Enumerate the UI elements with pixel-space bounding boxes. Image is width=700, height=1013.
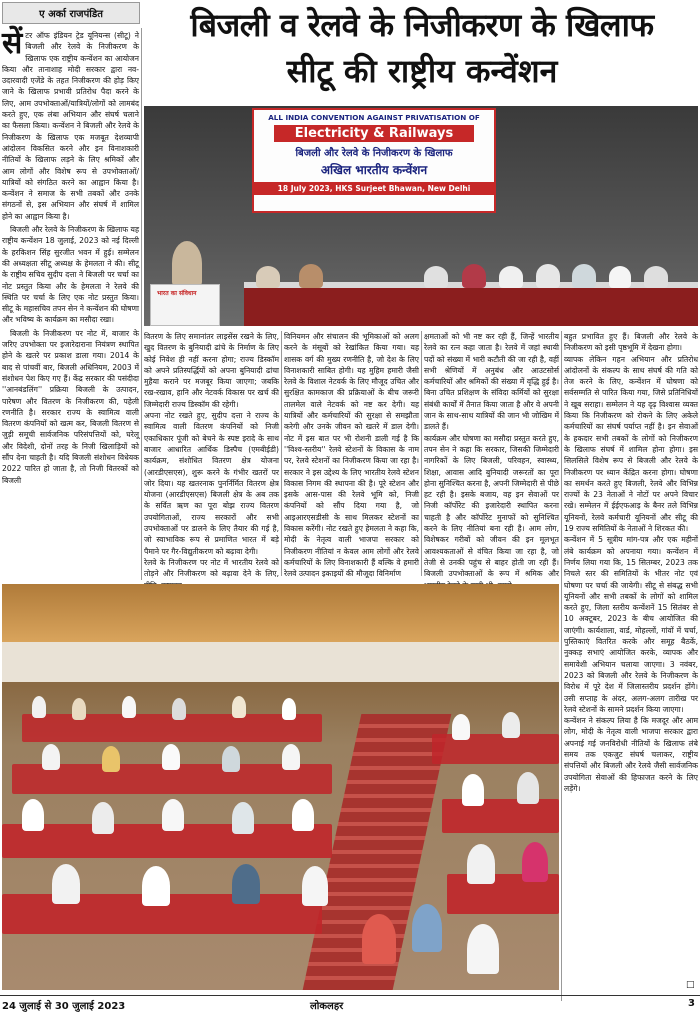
headline-line-1: बिजली व रेलवे के निजीकरण के खिलाफ — [190, 6, 654, 44]
author-byline: ए अर्का राजपंडित — [2, 2, 140, 24]
footer-publication: लोकलहर — [310, 1001, 344, 1012]
article-column-3: विनियमन और संचालन की भूमिकाओं को अलग करने के मंसूबों को रेखांकित किया गया। यह शासक वर्ग की मुख्य रणनीति है, जो देश के लिए विनाशकारी साबित होगी। यह मुहिम हमारी जैसी रेलवे के विशाल नेटवर्क के लिए मौजूद उचित और सुरक्षित कामकाज की प्रक्रियाओं के बीच जरूरी तालमेल वाले नेटवर्क को नष्ट कर देगी। यह यात्रियों और कर्मचारियों की सुरक्षा से समझौता करेगी और उनके जीवन को खतरे में डाल देगी। नोट में इस बात पर भी रोशनी डाली गई है कि ''विश्व-स्तरीय'' रेलवे स्टेशनों के विकास के नाम पर, रेलवे स्टेशनों का निजीकरण किया जा रहा है। सरकार ने इस उद्देश्य के लिए भारतीय रेलवे स्टेशन विकास निगम की स्थापना की है। पूरे स्टेशन और इसके आस-पास की रेलवे भूमि को, निजी कंपनियों को सौंप दिया गया है, जो आइआरएसडीसी के साथ मिलकर स्टेशनों का विकास करेंगी। नोट रखते हुए हेमलता ने कहा कि, मोदी के नेतृत्व वाली भाजपा सरकार को निजीकरण नीतियां न केवल आम लोगों और रेलवे कर्मचारियों के लिए विनाशकारी हैं बल्कि वे हमारी रेलवे उत्पादन इकाइयों की मौजूदा विनिर्माण — [284, 332, 419, 579]
end-mark: □ — [686, 980, 695, 990]
banner-line-2: Electricity & Railways — [274, 125, 474, 142]
banner-line-1: ALL INDIA CONVENTION AGAINST PRIVATISATION OF — [268, 113, 480, 122]
article-column-2: वितरण के लिए समानांतर लाइसेंस रखने के लिए, खुद वितरण के बुनियादी ढांचे के निर्माण के लिए कोई निवेश ही नहीं करना होगा; राज्य डिस्कॉम को अपने प्रतिस्पर्द्धियों को अपना बुनियादी ढांचा मुहैया कराने पर मजबूर किया जाएगा; जबकि रख-रखाव, हानि और नेटवर्क विकास पर खर्च की जिम्मेदारी राज्य डिस्कॉम की रहेगी। अपना नोट रखते हुए, सुदीप दत्ता ने राज्य के स्वामित्व वाली वितरण कंपनियों को निजी एकाधिकार पूंजी को बेचने के स्पष्ट इरादे के साथ बाजार आधारित आर्थिक डिस्पैच (एमबीईडी) कार्यक्रम, संशोधित वितरण क्षेत्र योजना (आरडीएसएस), शुरू करने के गंभीर खतरों पर जोर दिया। यह खतरनाक पुनर्निर्मित वितरण क्षेत्र योजना (आरडीएसएस) बिजली क्षेत्र के अब तक के सर्वित ऋण का पूरा बोझ राज्य वितरण उपयोगिताओं, राज्य सरकारों और सभी उपभोक्ताओं पर डालने के लिए तैयार की गई है, जो स्वाभाविक रूप से प्रमाणित भारत में बड़े पैमाने पर गैर-विद्युतीकरण को बढ़ावा देगी। रेलवे के निजीकरण पर नोट में भारतीय रेलवे को तोड़ने और निजीकरण को बढ़ावा देने के लिए, — [144, 332, 279, 579]
banner-line-4: अखिल भारतीय कन्वेंशन — [320, 163, 428, 177]
banner-line-3: बिजली और रेलवे के निजीकरण के खिलाफ — [295, 148, 453, 159]
banner-line-5: 18 July 2023, HKS Surjeet Bhawan, New Delhi — [254, 182, 494, 195]
audience-photo — [2, 584, 559, 990]
convention-stage-photo — [144, 106, 698, 326]
article-column-1: सेंटर ऑफ इंडियन ट्रेड यूनियन्स (सीटू) ने बिजली और रेलवे के निजीकरण के खिलाफ एक राष्ट्रीय कन्वेंशन का आयोजन किया और तानाशाह मोदी सरकार द्वारा नव-उदारवादी एजेंडे के तहत निजीकरण की होड़ किए जाने के खिलाफ प्रभावी प्रतिरोध पैदा करने के लिए, आम उपभोक्ताओं/यात्रियों/लोगों को लामबंद करते हुए, एक लंबा अभियान और संघर्ष चलाने का फैसला किया। कन्वेंशन ने बिजली और रेलवे के निजीकरण के खिलाफ एक मजबूत देशव्यापी आंदोलन विकसित करने और इन विनाशकारी नीतियों के खिलाफ लड़ने के लिए श्रमिकों और आम लोगों और विशेष रूप से उपभोक्ताओं/यात्रियों को संगठित करने का आह्वान किया है। कन्वेंशन ने समाज के सभी तबकों और उनके संगठनों से, इस अभियान और संघर्ष में शामिल होने का आह्वान किया है। बिजली और रेलवे के निजीकरण के खिलाफ यह राष्ट्रीय कन्वेंशन 18 जुलाई, 2023 को नई दिल्ली के हरकिशन सिंह सुरजीत भवन में हुई। सम्मेलन की अध्यक्षता सीटू अध्यक्ष के हेमलता ने की। सीटू के राष्ट्रीय सचिव सुदीप दत्ता ने बिजली पर चर्चा का नोट प्रस्तुत किया और के हेमलता ने रेलवे की स्थिति पर चर्चा के लिए एक नोट प्रस्तुत किया। सीटू के महासचिव तपन सेन ने कन्वेंशन की घोषणा और भविष्य के कार्यक्रम का मसौदा रखा। बिजली के निजीकरण पर नोट में, बाजार के जरिए उपभोक्ता पर इजारेदाराना नियंत्रण स्थापित होने के खतरे पर प्रकाश डाला गया। 2014 के बाद से पांचवीं बार, बिजली अधिनियम, 2003 में संशोधन पेश किए गए हैं। केंद्र सरकार की पसंदीदा ''आनबंडलिंग'' प्रक्रिया बिजली के उत्पादन, पारेषण और वितरण के निजीकरण की, पहेली रणनीति है। सरकार राज्य के स्वामित्व वाली वितरण कंपनियों को खत्म कर, बिजली वितरण से जुड़ी समूची सार्वजनिक परिसंपत्तियों को, घरेलू और विदेशी, दोनों तरह के निजी खिलाड़ियों को सौंप देना चाहती है। यदि बिजली संशोधन विधेयक 2022 पारित हो जाता है, तो निजी वितरकों को बिजली — [2, 26, 139, 485]
podium-label: भारत का संविधान — [157, 290, 197, 297]
headline-line-2: सीटू की राष्ट्रीय कन्वेंशन — [286, 52, 558, 90]
article-column-4: क्षमताओं को भी नष्ट कर रही हैं, जिन्हें भारतीय रेलवे का रत्न कहा जाता है। रेलवे में जहां स्थायी पदों को संख्या में भारी कटौती की जा रही है, वहीं सभी श्रेणियों में अनुबंध और आउटसोर्स कर्मचारियों और श्रमिकों की संख्या में वृद्धि हुई है। बिना उचित प्रशिक्षण के संविदा कर्मियों को सुरक्षा संबंधी कार्यों में तैनात किया जाता है और वे अपनी जान के साथ-साथ यात्रियों की जान भी जोखिम में डालते हैं। कार्यक्रम और घोषणा का मसौदा प्रस्तुत करते हुए, तपन सेन ने कहा कि सरकार, जिसकी जिम्मेदारी नागरिकों के लिए बिजली, परिवहन, स्वास्थ्य, शिक्षा, आवास आदि बुनियादी जरूरतों का पूरा होना सुनिश्चित करना है, अपनी जिम्मेदारी से पीछे हट रही है। इसके बजाय, वह इन सेवाओं पर निजी कॉर्पोरेट की इजारेदारी स्थापित करना चाहती है और कॉर्पोरेट मुनाफों को सुनिश्चित करने के लिए नीतियां बना रही है। आम लोग, विशेषकर गरीबों को जीवन की इन मूलभूत आवश्यकताओं से वंचित किया जा रहा है, जो तेजी से उनकी पहुंच से बाहर होती जा रही हैं। बिजली उपभोक्ताओं के रूप में श्रमिक और — [424, 332, 559, 579]
convention-banner — [252, 108, 496, 213]
footer-page-number: 3 — [688, 998, 695, 1009]
podium — [150, 284, 220, 326]
footer-date: 24 जुलाई से 30 जुलाई 2023 — [2, 1001, 126, 1012]
article-column-5: बहुत प्रभावित हुए हैं। बिजली और रेलवे के निजीकरण को इसी पृष्ठभूमि में देखना होगा। व्यापक लेकिन गहन अभियान और प्रतिरोध आंदोलनों के संकल्प के साथ संघर्ष की गति को तेज करने के लिए, कन्वेंशन में घोषणा को सर्वसम्मति से पारित किया गया, जिसे प्रतिनिधियों ने खूब सराहा। सम्मेलन ने यह दृढ़ विश्वास व्यक्त किया कि निजीकरण को रोकने के लिए अकेले कर्मचारियों का संघर्ष पर्याप्त नहीं है। इन सेवाओं के हकदार सभी तबकों के लोगों को निजीकरण के खिलाफ संघर्ष में शामिल होना होगा। इस सिलसिले विशेष रूप से बिजली और रेलवे के निजीकरण पर ध्यान केंद्रित करना होगा। घोषणा का समर्थन करते हुए बिजली, रेलवे और विभिन्न राज्यों के 23 नेताओं ने नोटों पर अपने विचार रखे। सम्मेलन में ईईएफआइ के बैनर तले विभिन्न यूनियनों, रेलवे कर्मचारी यूनियनों और सीटू की 19 राज्य समितियों के नेताओं ने शिरकत की। कन्वेंशन में 5 सूत्रीय मांग-पत्र और एक महीनों लंबे कार्यक्रम को अपनाया गया। कन्वेंशन में निर्णय लिया गया कि, 15 सितम्बर, 2023 तक निचले स्तर की समितियों के भीतर नोट एवं घोषणा पर चर्चा की जायेगी। सीटू से संबद्ध सभी यूनियनों और सभी तबकों के लोगों को शामिल करते हुए, जिला स्तरीय कन्वेंशनें 15 सितंबर से 10 अक्टूबर, 2023 के बीच आयोजित की जाएंगी। कार्यशाला, वार्ड, मोहल्लों, गांवों में चर्चा, पुस्तिकाएं वितरित करके और समूह बैठकें, नुक्कड़ सभाएं आयोजित करके, व्यापक और समावेशी अभियान चलाया जाएगा। 3 नवंबर, 2023 को बिजली और रेलवे के निजीकरण के विरोध में पूरे देश में जिलास्तरीय प्रदर्शन होंगे। उसी सप्ताह के अंदर, अलग-अलग तारीख पर रेलवे स्टेशनों के सामने प्रदर्शन किया जाएगा। कन्वेंशन ने संकल्प लिया है कि मजदूर और आम लोग, मोदी के नेतृत्व वाली भाजपा सरकार द्वारा अपनाई गई जनविरोधी नीतियों के खिलाफ लंबे समय तक एकजुट संघर्ष चलाकर, राष्ट्रीय संपत्तियों और बिजली और रेलवे जैसी सार्वजनिक उपयोगिता सेवाओं की हिफाजत करने के लिए लड़ेंगे। — [564, 332, 698, 793]
headline — [144, 2, 700, 102]
drop-cap: सें — [2, 26, 23, 61]
